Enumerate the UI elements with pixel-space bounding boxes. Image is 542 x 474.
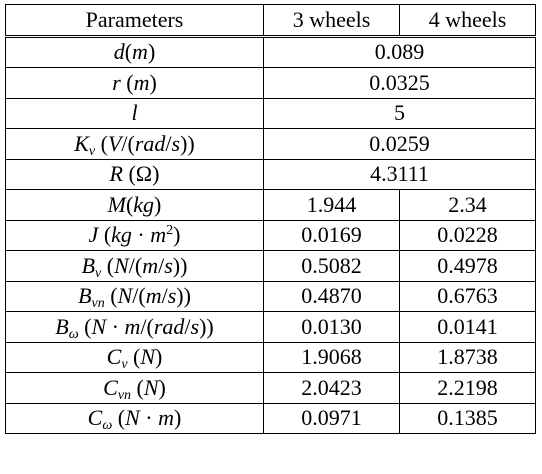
param-cell: l — [6, 98, 264, 129]
header-parameters: Parameters — [6, 5, 264, 37]
param-cell: d(m) — [6, 36, 264, 68]
header-row — [6, 5, 536, 37]
table-row — [6, 281, 536, 312]
value-cell-4-wheels: 0.0228 — [400, 220, 536, 251]
param-cell: R (Ω) — [6, 159, 264, 190]
parameters-table — [5, 4, 536, 434]
param-cell: $B_{vn}$ (N/(m/s)) — [6, 281, 264, 312]
value-cell-4-wheels: 1.8738 — [400, 342, 536, 373]
table-row — [6, 68, 536, 99]
value-cell-4-wheels: 0.6763 — [400, 281, 536, 312]
value-cell-shared: 4.3111 — [264, 159, 536, 190]
param-cell: r (m) — [6, 68, 264, 99]
value-cell-shared: 0.0325 — [264, 68, 536, 99]
header-4-wheels: 4 wheels — [400, 5, 536, 37]
value-cell-shared: 0.0259 — [264, 129, 536, 160]
value-cell-3-wheels: 2.0423 — [264, 373, 400, 404]
value-cell-4-wheels: 2.2198 — [400, 373, 536, 404]
value-cell-4-wheels: 2.34 — [400, 190, 536, 221]
value-cell-3-wheels: 0.4870 — [264, 281, 400, 312]
value-cell-3-wheels: 0.0169 — [264, 220, 400, 251]
param-cell: $C_v$ (N) — [6, 342, 264, 373]
param-cell: $B_\omega$ (N · m/(rad/s)) — [6, 312, 264, 343]
param-cell: M(kg) — [6, 190, 264, 221]
value-cell-3-wheels: 1.944 — [264, 190, 400, 221]
table-row — [6, 373, 536, 404]
table-row — [6, 342, 536, 373]
param-cell: $B_v$ (N/(m/s)) — [6, 251, 264, 282]
value-cell-4-wheels: 0.4978 — [400, 251, 536, 282]
table-row — [6, 312, 536, 343]
header-3-wheels: 3 wheels — [264, 5, 400, 37]
value-cell-shared: 5 — [264, 98, 536, 129]
table-row — [6, 220, 536, 251]
value-cell-4-wheels: 0.0141 — [400, 312, 536, 343]
param-cell: $K_v$ (V/(rad/s)) — [6, 129, 264, 160]
table-row — [6, 129, 536, 160]
param-cell: $C_{vn}$ (N) — [6, 373, 264, 404]
table-row — [6, 251, 536, 282]
table-row — [6, 159, 536, 190]
value-cell-shared: 0.089 — [264, 36, 536, 68]
table-row — [6, 36, 536, 68]
value-cell-3-wheels: 0.0971 — [264, 403, 400, 434]
table-row — [6, 98, 536, 129]
value-cell-4-wheels: 0.1385 — [400, 403, 536, 434]
value-cell-3-wheels: 0.0130 — [264, 312, 400, 343]
param-cell: $C_\omega$ (N · m) — [6, 403, 264, 434]
table-row — [6, 403, 536, 434]
table-row — [6, 190, 536, 221]
value-cell-3-wheels: 0.5082 — [264, 251, 400, 282]
value-cell-3-wheels: 1.9068 — [264, 342, 400, 373]
param-cell: J $(kg \cdot m^2)$ — [6, 220, 264, 251]
